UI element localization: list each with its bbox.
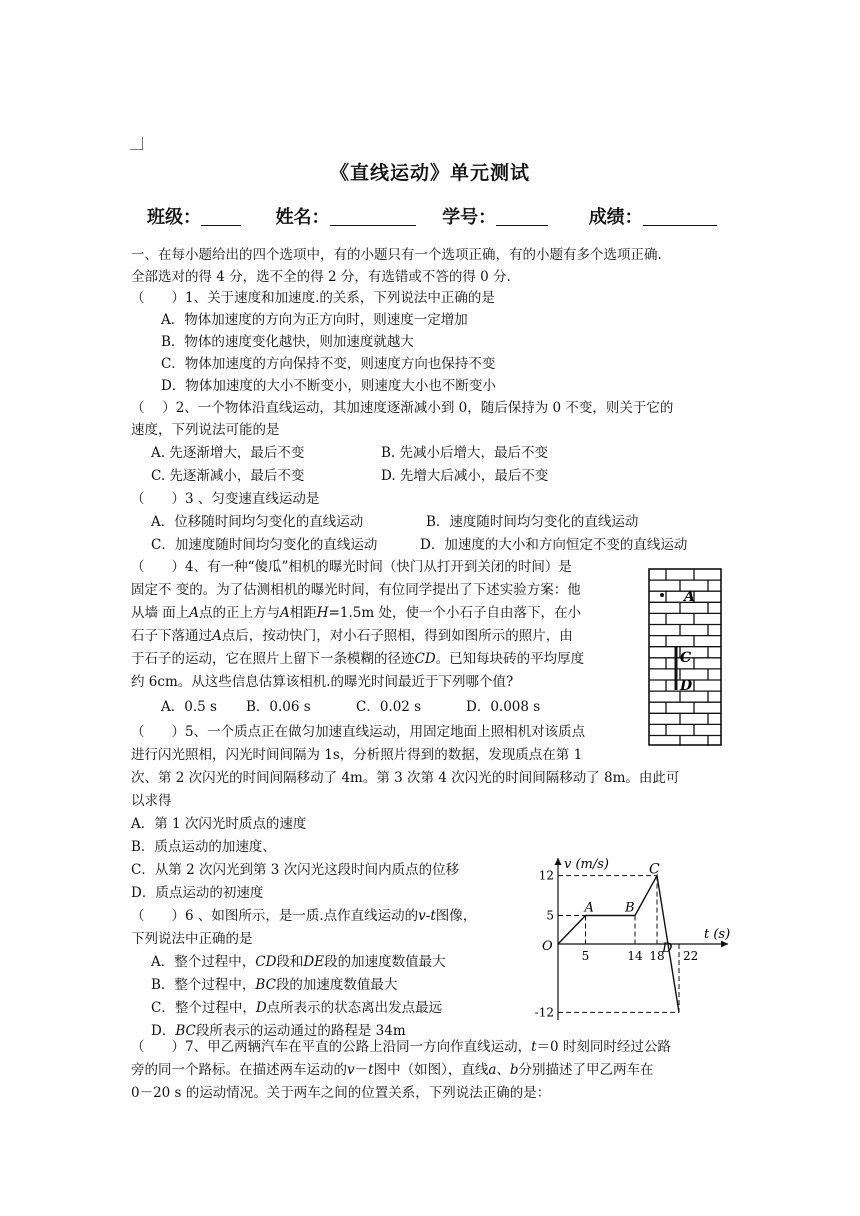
brick-wall-figure xyxy=(648,568,722,746)
q6-a-text: A．整个过程中， xyxy=(151,954,256,970)
q5-line1: （ ）5、一个质点正在做匀加速直线运动，用固定地面上照相机对该质点 xyxy=(131,724,586,740)
q5-option-b: B．质点运动的加速度、 xyxy=(131,839,276,855)
q7-var-b: b xyxy=(509,1062,519,1078)
q7-line2-text: － xyxy=(354,1062,369,1078)
fig-label-c: C xyxy=(680,650,692,666)
q3-option-b: B．速度随时间均匀变化的直线运动 xyxy=(426,514,639,530)
q5-line2: 进行闪光照相，闪光时间间隔为 1s，分析照片得到的数据，发现质点在第 1 xyxy=(131,747,583,763)
q7-line2-text: 旁的同一个路标。在描述两车运动的 xyxy=(131,1062,347,1078)
q6-line1 xyxy=(131,906,476,926)
q5-line3: 次、第 2 次闪光的时间间隔移动了 4m。第 3 次第 4 次闪光的时间间隔移动了 8m。由此可 xyxy=(131,770,680,786)
point-label-c: C xyxy=(649,861,660,878)
q6-c-text: 点所表示的状态离出发点最远 xyxy=(266,1000,443,1016)
page-title: 《直线运动》单元测试 xyxy=(329,162,530,184)
q7-var-a: a xyxy=(488,1062,497,1078)
point-a-dot xyxy=(660,593,664,597)
q4-line3 xyxy=(131,603,581,623)
q6-var-de: DE xyxy=(303,954,325,970)
score-label: 成绩： xyxy=(588,207,643,228)
q7-line1-text: （ ）7、甲乙两辆汽车在平直的公路上沿同一方向作直线运动， xyxy=(131,1039,532,1055)
q3-option-c: C．加速度随时间均匀变化的直线运动 xyxy=(151,537,378,553)
section-intro-line1: 一、在每小题给出的四个选项中，有的小题只有一个选项正确，有的小题有多个选项正确. xyxy=(131,247,662,263)
q4-line5-text: 。已知每块砖的平均厚度 xyxy=(435,651,585,667)
name-blank xyxy=(330,207,416,226)
q7-line2-text: 图中（如图），直线 xyxy=(373,1062,489,1078)
name-label: 姓名： xyxy=(275,207,330,228)
q6-line2: 下列说法中正确的是 xyxy=(131,931,253,947)
point-label-d: D xyxy=(662,941,673,956)
q5-option-a: A．第 1 次闪光时质点的速度 xyxy=(131,816,307,832)
q1-option-c: C．物体加速度的方向保持不变，则速度方向也保持不变 xyxy=(161,356,496,372)
q4-line3-text: =1.5m 处，使一个小石子自由落下，在小 xyxy=(328,605,581,621)
q7-var-v: v xyxy=(347,1062,355,1078)
score-blank xyxy=(643,207,717,226)
x-tick-label: 18 xyxy=(649,949,665,963)
q4-line3-text: 从墙 面上 xyxy=(131,605,190,621)
q4-var-cd: CD xyxy=(414,651,436,667)
id-label: 学号： xyxy=(442,207,497,228)
fig-label-a: A xyxy=(684,589,695,605)
q4-line1: （ ）4、有一种“傻瓜”相机的曝光时间（快门从打开到关闭的时间）是 xyxy=(131,559,572,575)
q6-line1-text: 图像， xyxy=(435,908,477,924)
q7-line2-text: 分别描述了甲乙两车在 xyxy=(518,1062,654,1078)
point-label-a: A xyxy=(584,900,594,916)
q6-var-bc: BC xyxy=(175,1023,196,1039)
vt-graph xyxy=(528,852,736,1024)
class-blank xyxy=(201,207,241,226)
q6-d-text: 段所表示的运动通过的路程是 34m xyxy=(195,1023,406,1039)
student-info-row xyxy=(147,203,717,229)
x-tick-label: 14 xyxy=(627,949,643,963)
q6-a-text: 段和 xyxy=(276,954,304,970)
q4-option-a: A．0.5 s xyxy=(161,699,217,715)
point-label-b: B xyxy=(625,900,635,916)
q3-option-d: D．加速度的大小和方向恒定不变的直线运动 xyxy=(420,537,688,553)
q6-d-text: D． xyxy=(151,1023,176,1039)
q2-option-a: A. 先逐渐增大，最后不变 xyxy=(151,445,305,461)
x-axis-label: t (s) xyxy=(704,927,731,942)
page-corner-mark xyxy=(130,137,143,150)
q2-option-d: D. 先增大后减小，最后不变 xyxy=(381,468,549,484)
q6-var-cd: CD xyxy=(255,954,277,970)
q7-var-t: t xyxy=(368,1062,374,1078)
q4-var-a: A xyxy=(280,605,290,621)
q4-line4-text: 石子下落通过 xyxy=(131,628,212,644)
q6-a-text: 段的加速度数值最大 xyxy=(324,954,446,970)
y-tick-label: 5 xyxy=(546,908,554,923)
q7-line3: 0－20 s 的运动情况。关于两车之间的位置关系，下列说法正确的是： xyxy=(131,1085,551,1101)
fig-label-d: D xyxy=(680,678,693,694)
q6-c-text: C．整个过程中， xyxy=(151,1000,256,1016)
q7-line1 xyxy=(131,1037,671,1057)
q6-var-d: D xyxy=(255,1000,267,1016)
q4-line3-text: 相距 xyxy=(289,605,317,621)
q6-var-bc: BC xyxy=(255,977,276,993)
q2-option-b: B. 先减小后增大，最后不变 xyxy=(381,445,549,461)
q6-line1-text: （ ）6 、如图所示，是一质.点作直线运动的 xyxy=(131,908,419,924)
q3-stem: （ ）3 、匀变速直线运动是 xyxy=(131,491,320,507)
id-blank xyxy=(496,207,548,226)
q5-option-d: D．质点运动的初速度 xyxy=(131,885,264,901)
x-tick-label: 22 xyxy=(683,949,699,963)
q7-var-t: t xyxy=(531,1039,537,1055)
q4-line4 xyxy=(131,626,573,646)
q4-line2: 固定不 变的。为了估测相机的曝光时间，有位同学提出了下述实验方案：他 xyxy=(131,582,581,598)
y-tick-label: 12 xyxy=(538,868,554,883)
y-axis-label: v (m/s) xyxy=(564,857,609,872)
q4-var-a: A xyxy=(212,628,222,644)
q4-var-a: A xyxy=(189,605,200,621)
q6-b-text: 段的加速度数值最大 xyxy=(275,977,398,993)
q7-line1-text: ＝0 时刻同时经过公路 xyxy=(536,1039,671,1055)
q1-option-b: B．物体的速度变化越快，则加速度就越大 xyxy=(161,334,414,350)
q1-option-a: A．物体加速度的方向为正方向时，则速度一定增加 xyxy=(161,312,468,328)
q4-line5 xyxy=(131,649,584,669)
section-intro-line2: 全部选对的得 4 分，选不全的得 2 分，有选错或不答的得 0 分. xyxy=(131,269,511,285)
q5-line4: 以求得 xyxy=(131,793,172,809)
q6-option-c xyxy=(151,998,442,1018)
q1-option-d: D．物体加速度的大小不断变小，则速度大小也不断变小 xyxy=(161,378,496,394)
q4-option-d: D．0.008 s xyxy=(466,699,541,715)
q7-line2-text: 、 xyxy=(496,1062,510,1078)
y-tick-label: -12 xyxy=(534,1005,554,1020)
q4-var-h: H xyxy=(316,605,329,621)
x-tick-label: 5 xyxy=(581,949,590,963)
q6-option-a xyxy=(151,952,446,972)
class-label: 班级： xyxy=(147,207,201,228)
q2-option-c: C. 先逐渐减小，最后不变 xyxy=(151,468,305,484)
q4-line3-text: 点的正上方与 xyxy=(199,605,281,621)
q6-option-b xyxy=(151,975,397,995)
q2-stem-line2: 速度，下列说法可能的是 xyxy=(131,422,280,438)
q4-line6: 约 6cm。从这些信息估算该相机.的曝光时间最近于下列哪个值? xyxy=(131,674,514,690)
q6-var-vt: v-t xyxy=(418,908,436,924)
q4-line4-text: 点后，按动快门，对小石子照相，得到如图所示的照片，由 xyxy=(221,628,573,644)
q1-stem: （ ）1、关于速度和加速度.的关系，下列说法中正确的是 xyxy=(131,290,495,306)
origin-label: O xyxy=(542,939,553,954)
q4-line5-text: 于石子的运动，它在照片上留下一条模糊的径迹 xyxy=(131,651,415,667)
q4-option-b: B．0.06 s xyxy=(246,699,311,715)
q5-option-c: C．从第 2 次闪光到第 3 次闪光这段时间内质点的位移 xyxy=(131,862,460,878)
q6-b-text: B．整个过程中， xyxy=(151,977,256,993)
q2-stem-line1: （ ）2、一个物体沿直线运动，其加速度逐渐减小到 0，随后保持为 0 不变，则关于它的 xyxy=(131,400,674,416)
q4-option-c: C．0.02 s xyxy=(356,699,422,715)
q7-line2 xyxy=(131,1060,654,1080)
q3-option-a: A．位移随时间均匀变化的直线运动 xyxy=(151,514,364,530)
